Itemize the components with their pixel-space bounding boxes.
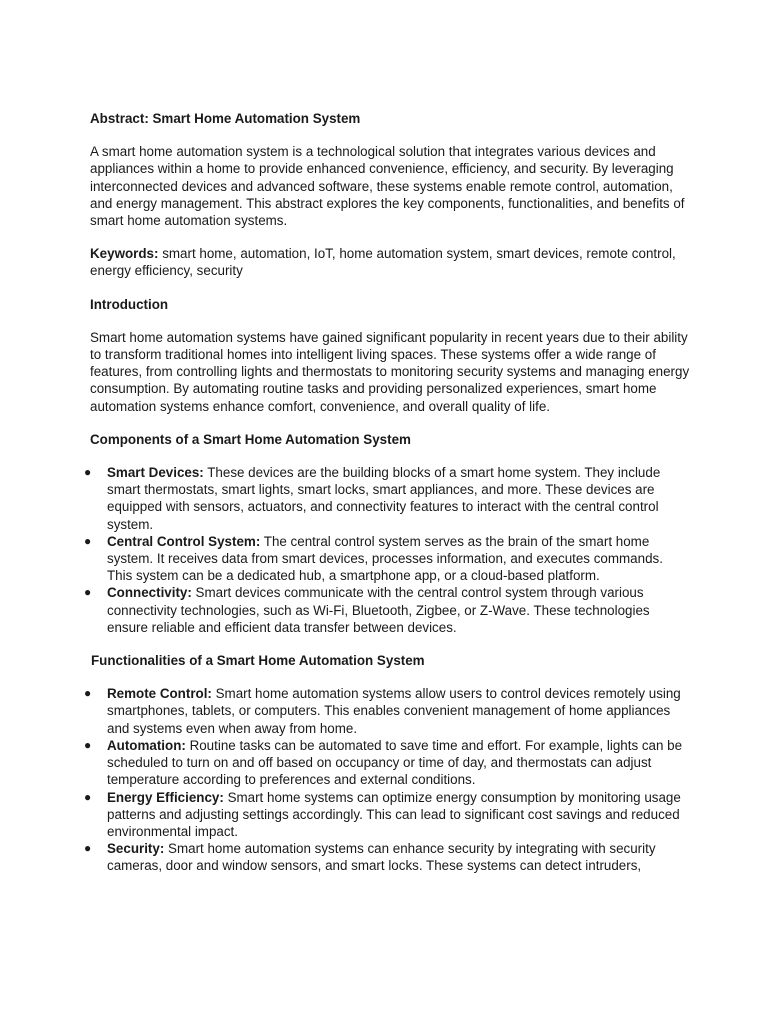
keywords-paragraph [90,245,690,279]
list-item [84,840,690,874]
list-item-label: Smart Devices: [107,465,204,481]
bullet-icon: ● [84,737,92,752]
list-item [84,533,690,585]
bullet-icon: ● [84,789,92,804]
list-item-text: Smart home systems can optimize energy consumption by monitoring usage patterns and adjusting settings accordingly. This can lead to significant cost savings and reduced environmental impact. [107,789,681,839]
abstract-title: Abstract: Smart Home Automation System [90,111,361,126]
list-item-label: Remote Control: [107,686,212,702]
list-item [84,789,690,841]
keywords-label: Keywords: [90,246,159,262]
list-item-text: These devices are the building blocks of a smart home system. They include smart thermostats, smart lights, smart locks, smart appliances, and more. These devices are equipped with sensors, actuators, and connectivity features to interact with the central control system. [107,465,661,532]
introduction-title: Introduction [90,296,169,312]
list-item-text: Smart home automation systems allow users to control devices remotely using smartphones, tablets, or computers. This enables convenient management of home appliances and systems even when away from home. [107,686,681,736]
list-item [84,685,690,737]
list-item-label: Energy Efficiency: [107,789,224,805]
list-item-label: Security: [107,841,165,857]
functionalities-title: Functionalities of a Smart Home Automation System [91,653,425,669]
list-item-label: Connectivity: [107,585,192,601]
bullet-icon: ● [84,585,92,600]
functionalities-list [84,685,690,874]
list-item-text: Routine tasks can be automated to save time and effort. For example, lights can be scheduled to turn on and off based on occupancy or time of day, and thermostats can adjust temperature according to preferences and external conditions. [107,737,683,788]
bullet-icon: ● [84,533,92,548]
keywords-text: smart home, automation, IoT, home automation system, smart devices, remote control, energy efficiency, security [90,246,676,279]
bullet-icon: ● [84,841,92,856]
abstract-body: A smart home automation system is a technological solution that integrates various devices and appliances within a home to provide enhanced convenience, efficiency, and security. By leveraging interconnected devices and advanced software, these systems enable remote control, automation, and energy management. This abstract explores the key components, functionalities, and benefits of smart home automation systems. [90,144,685,229]
introduction-body: Smart home automation systems have gained significant popularity in recent years due to their ability to transform traditional homes into intelligent living spaces. These systems offer a wide range of features, from controlling lights and thermostats to monitoring security systems and managing energy consumption. By automating routine tasks and providing personalized experiences, smart home automation systems enhance comfort, convenience, and overall quality of life. [90,329,690,414]
list-item-text: Smart home automation systems can enhance security by integrating with security cameras, door and window sensors, and smart locks. These systems can detect intruders, [107,841,656,874]
list-item-label: Central Control System: [107,533,261,549]
list-item [84,737,690,789]
components-title: Components of a Smart Home Automation System [90,431,411,447]
list-item [84,464,690,533]
bullet-icon: ● [84,686,92,701]
components-list [84,464,690,636]
list-item-text: The central control system serves as the brain of the smart home system. It receives data from smart devices, processes information, and executes commands. This system can be a dedicated hub, a smartphone app, or a cloud-based platform. [107,533,663,584]
document-page [84,110,690,891]
list-item [84,584,690,636]
list-item-text: Smart devices communicate with the central control system through various connectivity technologies, such as Wi-Fi, Bluetooth, Zigbee, or Z-Wave. These technologies ensure reliable and efficient data transfer between devices. [107,585,650,635]
list-item-label: Automation: [107,737,186,753]
bullet-icon: ● [84,465,92,480]
